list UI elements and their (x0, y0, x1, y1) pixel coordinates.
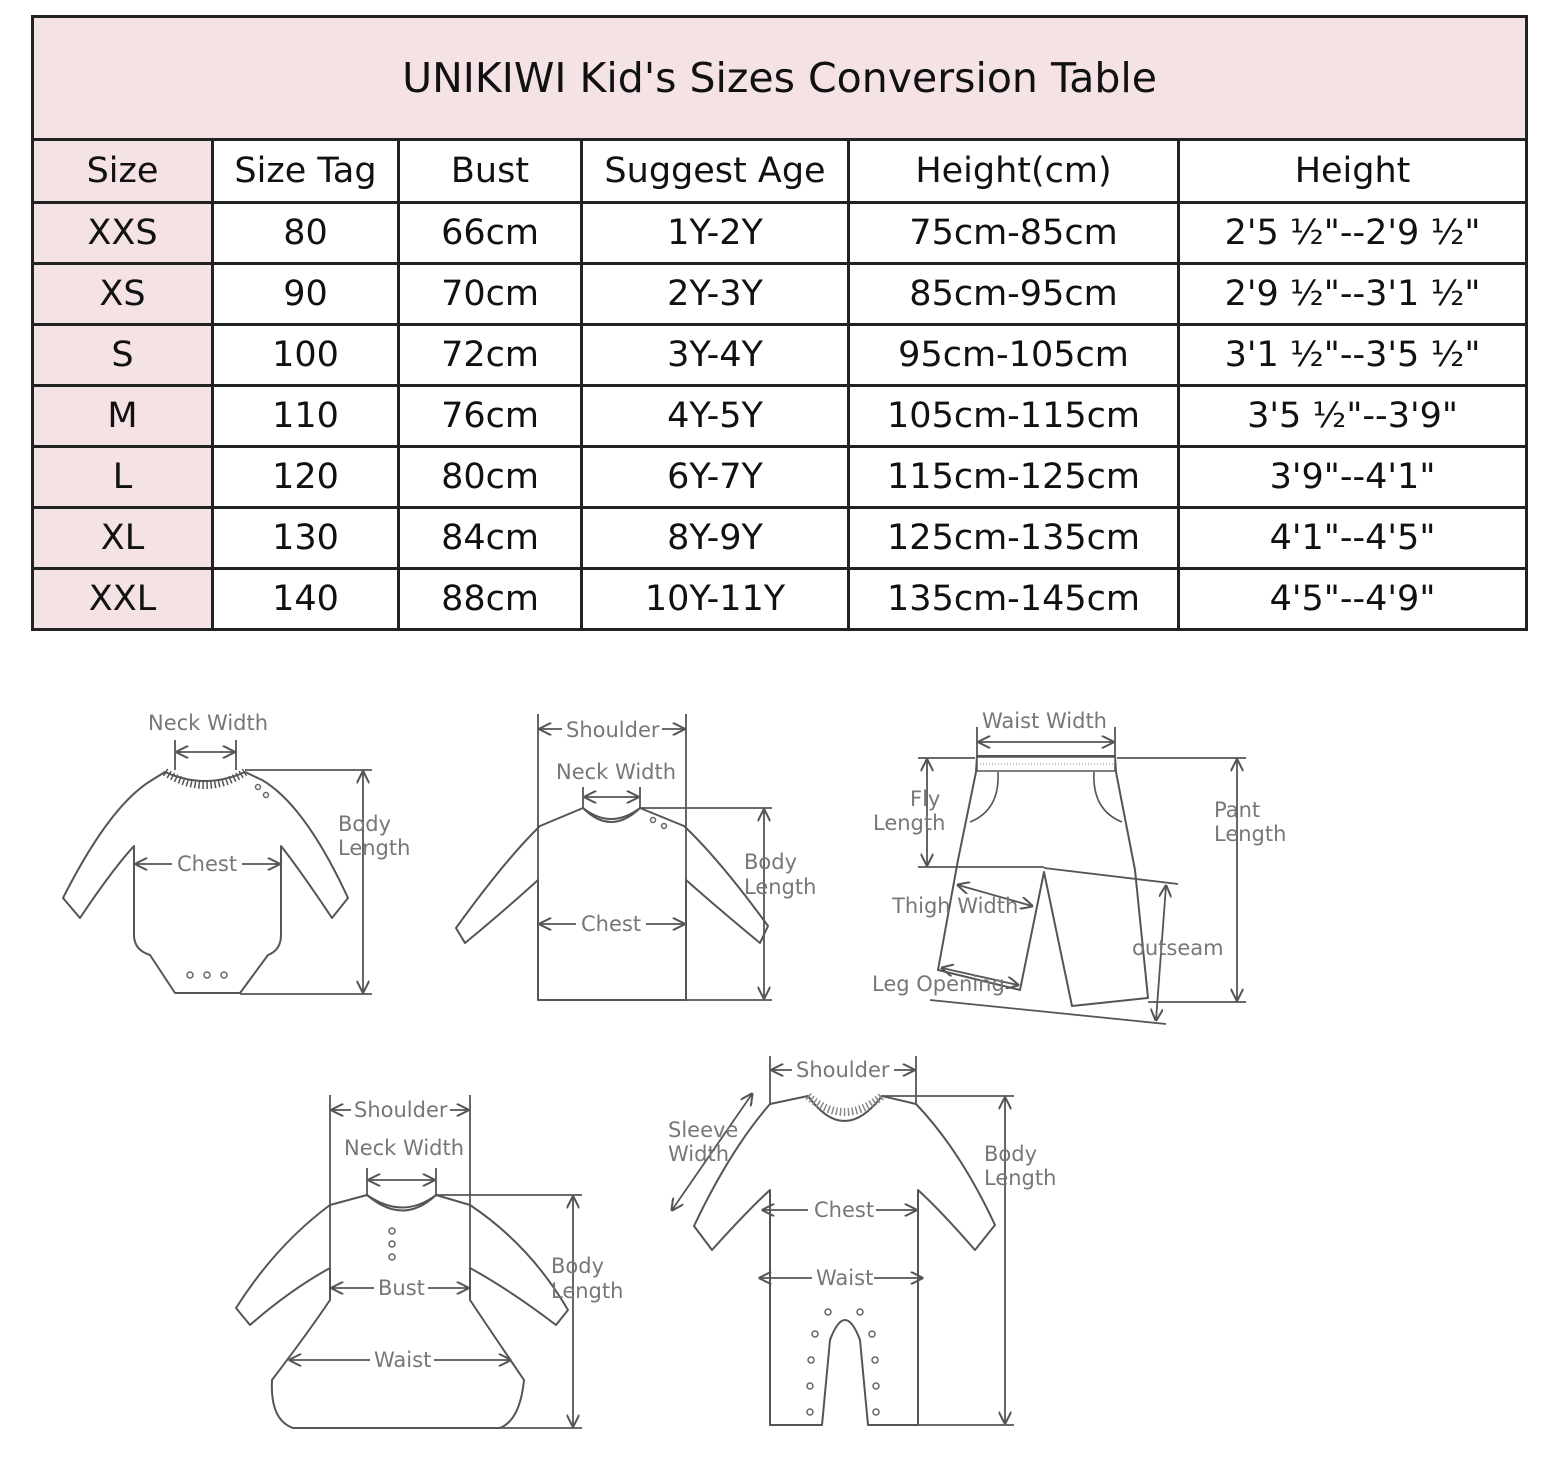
cell-size: XL (33, 508, 213, 569)
cell-height: 3'9"--4'1" (1179, 447, 1527, 508)
cell-bust: 84cm (399, 508, 582, 569)
cell-height-cm: 85cm-95cm (849, 264, 1179, 325)
top-shoulder-label: Shoulder (566, 718, 660, 742)
dress-bust-label: Bust (378, 1276, 425, 1300)
cell-height-cm: 125cm-135cm (849, 508, 1179, 569)
dress-waist-label: Waist (374, 1348, 432, 1372)
dress-diagram-icon (236, 1095, 623, 1428)
dress-body-length-label-1: Body (551, 1254, 605, 1278)
dress-body-length-label-2: Length (551, 1279, 624, 1303)
cell-suggest-age: 2Y-3Y (582, 264, 849, 325)
pants-outseam-label: outseam (1132, 936, 1224, 960)
long-sleeve-top-diagram-icon (456, 714, 816, 1000)
cell-suggest-age: 10Y-11Y (582, 569, 849, 630)
cell-suggest-age: 6Y-7Y (582, 447, 849, 508)
cell-size-tag: 80 (213, 203, 399, 264)
bodysuit-chest-label: Chest (177, 852, 238, 876)
top-body-length-label-1: Body (744, 850, 798, 874)
bodysuit-neck-width-label: Neck Width (148, 711, 269, 735)
cell-size-tag: 120 (213, 447, 399, 508)
cell-bust: 88cm (399, 569, 582, 630)
dress-shoulder-label: Shoulder (354, 1098, 448, 1122)
header-height-cm: Height(cm) (849, 140, 1179, 203)
cell-bust: 70cm (399, 264, 582, 325)
bodysuit-body-length-label-1: Body (338, 812, 392, 836)
cell-height-cm: 105cm-115cm (849, 386, 1179, 447)
romper-diagram-icon (668, 1056, 1056, 1425)
dress-neck-width-label: Neck Width (344, 1136, 465, 1160)
top-body-length-label-2: Length (744, 875, 817, 899)
romper-sleeve-width-label-1: Sleeve (668, 1118, 739, 1142)
cell-height: 2'9 ½"--3'1 ½" (1179, 264, 1527, 325)
cell-size: XS (33, 264, 213, 325)
pants-diagram-icon (872, 709, 1286, 1024)
cell-size: M (33, 386, 213, 447)
header-bust: Bust (399, 140, 582, 203)
romper-body-length-label-2: Length (984, 1166, 1057, 1190)
cell-height-cm: 115cm-125cm (849, 447, 1179, 508)
header-suggest-age: Suggest Age (582, 140, 849, 203)
cell-bust: 72cm (399, 325, 582, 386)
cell-size: XXS (33, 203, 213, 264)
cell-size: XXL (33, 569, 213, 630)
cell-size-tag: 110 (213, 386, 399, 447)
cell-size-tag: 100 (213, 325, 399, 386)
cell-size: S (33, 325, 213, 386)
cell-height: 3'1 ½"--3'5 ½" (1179, 325, 1527, 386)
bodysuit-diagram-icon (63, 711, 410, 994)
pants-waist-width-label: Waist Width (982, 709, 1107, 733)
cell-size: L (33, 447, 213, 508)
romper-shoulder-label: Shoulder (796, 1058, 890, 1082)
pants-pant-length-label-1: Pant (1214, 798, 1261, 822)
table-title: UNIKIWI Kid's Sizes Conversion Table (33, 17, 1527, 140)
cell-height: 4'1"--4'5" (1179, 508, 1527, 569)
cell-height: 4'5"--4'9" (1179, 569, 1527, 630)
top-chest-label: Chest (581, 912, 642, 936)
cell-height: 2'5 ½"--2'9 ½" (1179, 203, 1527, 264)
cell-suggest-age: 3Y-4Y (582, 325, 849, 386)
cell-bust: 66cm (399, 203, 582, 264)
cell-height-cm: 95cm-105cm (849, 325, 1179, 386)
pants-fly-length-label-2: Length (873, 811, 946, 835)
pants-thigh-width-label: Thigh Width (892, 894, 1019, 918)
top-neck-width-label: Neck Width (556, 760, 677, 784)
cell-suggest-age: 8Y-9Y (582, 508, 849, 569)
header-height: Height (1179, 140, 1527, 203)
cell-suggest-age: 4Y-5Y (582, 386, 849, 447)
romper-sleeve-width-label-2: Width (668, 1142, 730, 1166)
cell-height: 3'5 ½"--3'9" (1179, 386, 1527, 447)
header-size-tag: Size Tag (213, 140, 399, 203)
bodysuit-body-length-label-2: Length (338, 836, 411, 860)
header-size: Size (33, 140, 213, 203)
cell-suggest-age: 1Y-2Y (582, 203, 849, 264)
cell-size-tag: 130 (213, 508, 399, 569)
pants-pant-length-label-2: Length (1214, 822, 1287, 846)
pants-fly-length-label-1: Fly (910, 787, 941, 811)
pants-leg-opening-label: Leg Opening (872, 972, 1005, 996)
romper-body-length-label-1: Body (984, 1142, 1038, 1166)
cell-size-tag: 140 (213, 569, 399, 630)
cell-bust: 80cm (399, 447, 582, 508)
cell-height-cm: 135cm-145cm (849, 569, 1179, 630)
romper-waist-label: Waist (816, 1266, 874, 1290)
cell-bust: 76cm (399, 386, 582, 447)
cell-height-cm: 75cm-85cm (849, 203, 1179, 264)
romper-chest-label: Chest (814, 1198, 875, 1222)
cell-size-tag: 90 (213, 264, 399, 325)
